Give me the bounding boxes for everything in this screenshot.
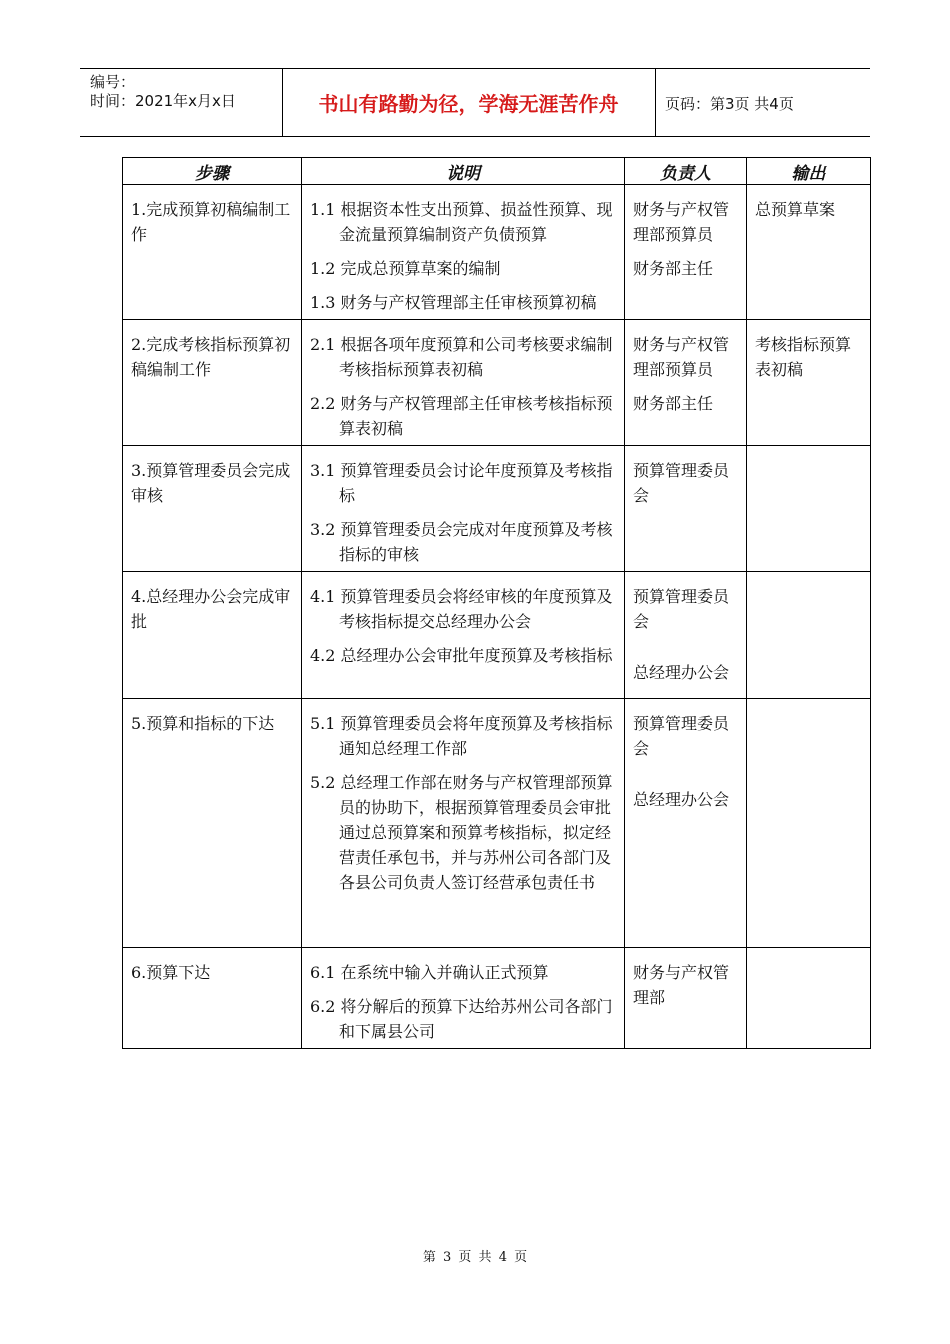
step-cell: 3.预算管理委员会完成审核	[123, 446, 302, 572]
budget-process-table	[122, 157, 871, 1049]
responsible-cell	[625, 320, 747, 446]
table-row	[123, 446, 871, 572]
header-step: 步骤	[123, 158, 302, 185]
description-item: 2.2 财务与产权管理部主任审核考核指标预算表初稿	[310, 394, 613, 438]
description-cell	[302, 446, 625, 572]
header-responsible: 负责人	[625, 158, 747, 185]
description-cell	[302, 185, 625, 320]
output-cell	[747, 699, 871, 948]
table-row	[123, 699, 871, 948]
description-cell	[302, 572, 625, 699]
description-item: 3.1 预算管理委员会讨论年度预算及考核指标	[310, 461, 613, 505]
output-cell	[747, 948, 871, 1049]
description-cell	[302, 320, 625, 446]
output-cell	[747, 446, 871, 572]
description-cell	[302, 948, 625, 1049]
description-item: 1.1 根据资本性支出预算、损益性预算、现金流量预算编制资产负债预算	[310, 200, 613, 244]
description-item: 1.2 完成总预算草案的编制	[310, 259, 501, 278]
header-motto: 书山有路勤为径，学海无涯苦作舟	[318, 92, 619, 116]
description-item: 2.1 根据各项年度预算和公司考核要求编制考核指标预算表初稿	[310, 335, 613, 379]
page-header	[80, 68, 870, 137]
description-item: 5.1 预算管理委员会将年度预算及考核指标通知总经理工作部	[310, 714, 613, 758]
responsible-item: 总经理办公会	[633, 790, 730, 809]
description-item: 6.2 将分解后的预算下达给苏州公司各部门和下属县公司	[310, 997, 613, 1041]
responsible-item: 财务与产权管理部	[633, 963, 730, 1007]
responsible-item: 财务与产权管理部预算员	[633, 200, 730, 244]
output-cell: 考核指标预算表初稿	[747, 320, 871, 446]
header-divider-right	[655, 69, 656, 136]
table-row	[123, 572, 871, 699]
responsible-cell	[625, 948, 747, 1049]
responsible-item: 预算管理委员会	[633, 714, 730, 758]
responsible-item: 财务与产权管理部预算员	[633, 335, 730, 379]
responsible-item: 财务部主任	[633, 394, 714, 413]
page-number-label: 页码：第3页 共4页	[665, 95, 794, 113]
output-cell	[747, 572, 871, 699]
table-row	[123, 320, 871, 446]
table-row	[123, 948, 871, 1049]
responsible-cell	[625, 699, 747, 948]
description-item: 3.2 预算管理委员会完成对年度预算及考核指标的审核	[310, 520, 613, 564]
responsible-item: 预算管理委员会	[633, 461, 730, 505]
output-cell: 总预算草案	[747, 185, 871, 320]
description-item: 1.3 财务与产权管理部主任审核预算初稿	[310, 293, 597, 312]
step-cell: 6.预算下达	[123, 948, 302, 1049]
document-number-label: 编号：	[90, 73, 136, 91]
step-cell: 1.完成预算初稿编制工作	[123, 185, 302, 320]
responsible-item: 预算管理委员会	[633, 587, 730, 631]
responsible-item: 总经理办公会	[633, 663, 730, 682]
table-row	[123, 185, 871, 320]
description-item: 5.2 总经理工作部在财务与产权管理部预算员的协助下，根据预算管理委员会审批通过总预算案和预算考核指标，拟定经营责任承包书，并与苏州公司各部门及各县公司负责人签订经营承包责任书	[310, 773, 613, 892]
responsible-cell	[625, 446, 747, 572]
responsible-cell	[625, 572, 747, 699]
table-header-row	[123, 158, 871, 185]
description-item: 4.2 总经理办公会审批年度预算及考核指标	[310, 646, 613, 665]
description-cell	[302, 699, 625, 948]
header-description: 说明	[302, 158, 625, 185]
step-cell: 5.预算和指标的下达	[123, 699, 302, 948]
step-cell: 2.完成考核指标预算初稿编制工作	[123, 320, 302, 446]
description-item: 4.1 预算管理委员会将经审核的年度预算及考核指标提交总经理办公会	[310, 587, 613, 631]
description-item: 6.1 在系统中输入并确认正式预算	[310, 963, 549, 982]
header-meta	[90, 73, 236, 111]
responsible-item: 财务部主任	[633, 259, 714, 278]
responsible-cell	[625, 185, 747, 320]
header-output: 输出	[747, 158, 871, 185]
page-footer: 第 3 页 共 4 页	[422, 1250, 528, 1265]
document-time-label: 时间：2021年x月x日	[90, 92, 236, 110]
step-cell: 4.总经理办公会完成审批	[123, 572, 302, 699]
